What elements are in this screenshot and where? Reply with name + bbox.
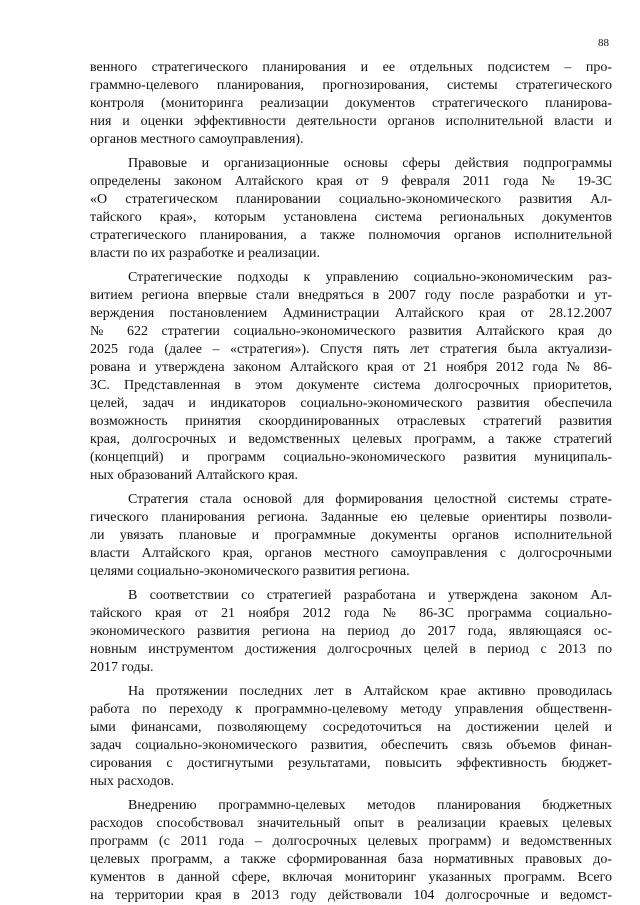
text-line: В соответствии со стратегией разработана и утверждена законом Ал- bbox=[128, 588, 612, 603]
text-line: программ (с 2011 года – долгосрочных целевых программ) и ведомственных bbox=[90, 834, 612, 849]
page-number: 88 bbox=[598, 37, 609, 49]
text-line: целей, задач и индикаторов социально-экономического развития обеспечила bbox=[90, 396, 612, 411]
text-line: кументов в данной сфере, включая мониторинг указанных программ. Всего bbox=[90, 870, 612, 885]
text-line: ЗС. Представленная в этом документе система долгосрочных приоритетов, bbox=[90, 378, 612, 393]
text-line: органов местного самоуправления). bbox=[90, 132, 304, 147]
text-line: № 622 стратегии социально-экономического развития Алтайского края до bbox=[90, 324, 612, 339]
paragraph bbox=[90, 491, 612, 581]
text-line: власти по их разработке и реализации. bbox=[90, 246, 321, 261]
text-line: целевых программ, а также сформированная база нормативных правовых до- bbox=[90, 852, 612, 867]
text-line: расходов способствовал значительный опыт в реализации краевых целевых bbox=[90, 816, 612, 831]
text-line: ния и оценки эффективности деятельности органов исполнительной власти и bbox=[90, 114, 612, 129]
document-body bbox=[90, 59, 612, 905]
text-line: новным инструментом достижения долгосрочных целей в период с 2013 по bbox=[90, 642, 612, 657]
text-line: Внедрению программно-целевых методов планирования бюджетных bbox=[128, 798, 612, 813]
text-line: верждения постановлением Администрации Алтайского края от 28.12.2007 bbox=[90, 306, 612, 321]
text-line: контроля (мониторинга реализации документов стратегического планирова- bbox=[90, 96, 612, 111]
text-line: Правовые и организационные основы сферы действия подпрограммы bbox=[128, 156, 612, 171]
text-line: На протяжении последних лет в Алтайском крае активно проводилась bbox=[128, 684, 612, 699]
text-line: граммно-целевого планирования, прогнозирования, системы стратегического bbox=[90, 78, 612, 93]
text-line: «О стратегическом планировании социально-экономического развития Ал- bbox=[90, 192, 612, 207]
text-line: возможность принятия скоординированных отраслевых стратегий развития bbox=[90, 414, 612, 429]
text-line: края, долгосрочных и ведомственных целевых программ, а также стратегий bbox=[90, 432, 612, 447]
text-line: работа по переходу к программно-целевому методу управления общественн- bbox=[90, 702, 612, 717]
text-line: стратегического планирования, а также полномочия органов исполнительной bbox=[90, 228, 612, 243]
text-line: венного стратегического планирования и ее отдельных подсистем – про- bbox=[90, 60, 612, 75]
text-line: (концепций) и программ социально-экономического развития муниципаль- bbox=[90, 450, 612, 465]
text-line: тайского края», которым установлена система региональных документов bbox=[90, 210, 612, 225]
paragraph bbox=[90, 587, 612, 677]
text-line: 2017 годы. bbox=[90, 660, 154, 675]
text-line: власти Алтайского края, органов местного самоуправления с долгосрочными bbox=[90, 546, 612, 561]
text-line: тайского края от 21 ноября 2012 года № 86-ЗС программа социально- bbox=[90, 606, 612, 621]
text-line: ных расходов. bbox=[90, 774, 174, 789]
text-line: экономического развития региона на период до 2017 года, являющаяся ос- bbox=[90, 624, 612, 639]
paragraph bbox=[90, 683, 612, 791]
text-line: на территории края в 2013 году действовали 104 долгосрочные и ведомст- bbox=[90, 888, 612, 903]
text-line: гического планирования региона. Заданные ею целевые ориентиры позволи- bbox=[90, 510, 612, 525]
text-line: ыми финансами, позволяющему сосредоточиться на достижении целей и bbox=[90, 720, 612, 735]
paragraph bbox=[90, 155, 612, 263]
text-line: определены законом Алтайского края от 9 февраля 2011 года № 19-ЗС bbox=[90, 174, 612, 189]
paragraph bbox=[90, 797, 612, 905]
text-line: 2025 года (далее – «стратегия»). Спустя пять лет стратегия была актуализи- bbox=[90, 342, 612, 357]
text-line: рована и утверждена законом Алтайского края от 21 ноября 2012 года № 86- bbox=[90, 360, 612, 375]
text-line: ных образований Алтайского края. bbox=[90, 468, 299, 483]
paragraph bbox=[90, 269, 612, 485]
text-line: витием региона впервые стали внедряться в 2007 году после разработки и ут- bbox=[90, 288, 612, 303]
text-line: целями социально-экономического развития региона. bbox=[90, 564, 410, 579]
text-line: Стратегические подходы к управлению социально-экономическим раз- bbox=[128, 270, 612, 285]
text-line: Стратегия стала основой для формирования целостной системы страте- bbox=[128, 492, 612, 507]
text-line: задач социально-экономического развития, обеспечить связь объемов финан- bbox=[90, 738, 612, 753]
text-line: ли увязать плановые и программные документы органов исполнительной bbox=[90, 528, 612, 543]
paragraph bbox=[90, 59, 612, 149]
text-line: сирования с достигнутыми результатами, повысить эффективность бюджет- bbox=[90, 756, 612, 771]
